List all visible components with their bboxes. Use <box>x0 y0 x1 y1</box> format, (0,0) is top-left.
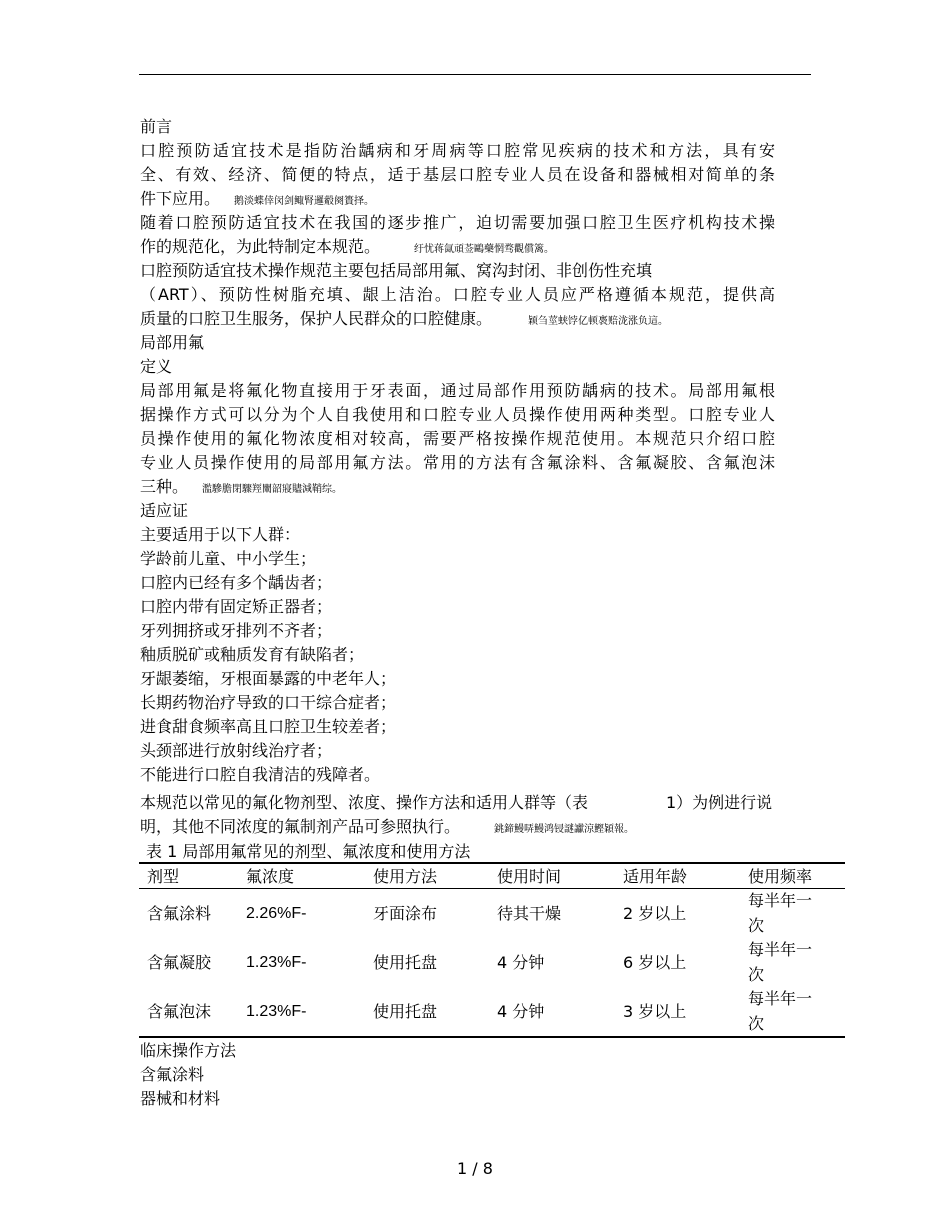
subsection-heading: 器械和材料 <box>140 1089 221 1108</box>
table-cell-method: 使用托盘 <box>373 1002 438 1021</box>
table-cell-form: 含氟涂料 <box>147 904 212 923</box>
list-item: 口腔内已经有多个龋齿者； <box>140 573 333 592</box>
table-cell-method: 使用托盘 <box>373 953 438 972</box>
table-cell-freq: 次 <box>748 965 765 984</box>
list-item: 头颈部进行放射线治疗者； <box>140 741 333 760</box>
table-cell-method: 牙面涂布 <box>373 904 438 923</box>
list-item: 牙列拥挤或牙排列不齐者； <box>140 621 333 640</box>
subsection-heading: 含氟涂料 <box>140 1065 205 1084</box>
section-title: 局部用氟 <box>140 333 205 352</box>
preface-p3-line-1: 口腔预防适宜技术操作规范主要包括局部用氟、窝沟封闭、非创伤性充填 <box>140 261 653 280</box>
table-cell-freq: 次 <box>748 1014 765 1033</box>
table-cell-age: 6 岁以上 <box>623 953 687 972</box>
list-item: 釉质脱矿或釉质发育有缺陷者； <box>140 645 365 664</box>
note-line-2 <box>140 815 634 842</box>
table-cell-freq: 每半年一 <box>748 891 813 910</box>
definition-tail: 三种。 <box>140 477 189 496</box>
note-line-1b: 1）为例进行说 <box>666 793 773 812</box>
table-cell-conc: 1.23%F- <box>246 1003 307 1020</box>
indication-heading: 适应证 <box>140 501 189 520</box>
table-header-cell: 使用时间 <box>497 867 562 886</box>
list-item: 学龄前儿童、中小学生； <box>140 549 317 568</box>
table-cell-freq: 次 <box>748 916 765 935</box>
definition-line-5 <box>140 475 342 502</box>
table-cell-form: 含氟凝胶 <box>147 953 212 972</box>
table-cell-conc: 1.23%F- <box>246 954 307 971</box>
table-cell-conc: 2.26%F- <box>246 905 307 922</box>
preface-p2-tail: 作的规范化，为此特制定本规范。 <box>140 237 381 256</box>
preface-p3-line-2: （ART）、预防性树脂充填、龈上洁治。口腔专业人员应严格遵循本规范，提供高 <box>140 285 775 304</box>
indication-intro: 主要适用于以下人群： <box>140 525 301 544</box>
garbled-text: 纡忧蒋氤頑莶鷗藥惘骛觀償篱。 <box>414 244 555 255</box>
definition-line-3: 员操作使用的氟化物浓度相对较高，需要严格按操作规范使用。本规范只介绍口腔 <box>140 429 775 448</box>
preface-p3-tail: 质量的口腔卫生服务，保护人民群众的口腔健康。 <box>140 309 493 328</box>
garbled-text: 颖刍莖蛱饽亿顿褭赔泷涨负這。 <box>528 316 669 327</box>
preface-p1-line-3 <box>140 187 374 214</box>
preface-p3-line-3 <box>140 307 668 334</box>
table-bottom-rule <box>139 1036 845 1038</box>
table-cell-freq: 每半年一 <box>748 989 813 1008</box>
table-cell-time: 4 分钟 <box>497 953 545 972</box>
list-item: 口腔内带有固定矫正器者； <box>140 597 333 616</box>
preface-p2-line-2 <box>140 235 554 262</box>
header-rule <box>139 74 811 75</box>
page-number: 1 / 8 <box>457 1159 493 1178</box>
clinical-heading: 临床操作方法 <box>140 1041 237 1060</box>
note-tail: 明，其他不同浓度的氟制剂产品可参照执行。 <box>140 817 461 836</box>
table-cell-age: 2 岁以上 <box>623 904 687 923</box>
table-cell-time: 4 分钟 <box>497 1002 545 1021</box>
list-item: 不能进行口腔自我清洁的残障者。 <box>140 765 381 784</box>
note-line-1a: 本规范以常见的氟化物剂型、浓度、操作方法和适用人群等（表 <box>140 793 589 812</box>
table-cell-form: 含氟泡沫 <box>147 1002 212 1021</box>
table-header-cell: 适用年龄 <box>623 867 688 886</box>
table-cell-age: 3 岁以上 <box>623 1002 687 1021</box>
garbled-text: 鹅淡蝶倖闵剑鲰腎邏觳阕簣择。 <box>234 196 375 207</box>
table-top-rule <box>139 862 845 864</box>
definition-line-4: 专业人员操作使用的局部用氟方法。常用的方法有含氟涂料、含氟凝胶、含氟泡沫 <box>140 453 775 472</box>
table-cell-freq: 每半年一 <box>748 940 813 959</box>
table-cell-time: 待其干燥 <box>497 904 562 923</box>
preface-p1-tail: 件下应用。 <box>140 189 221 208</box>
definition-heading: 定义 <box>140 357 173 376</box>
table-header-cell: 使用方法 <box>373 867 438 886</box>
preface-heading: 前言 <box>140 117 173 136</box>
table-header-cell: 使用频率 <box>748 867 813 886</box>
table-header-cell: 氟浓度 <box>246 867 295 886</box>
table-header-rule <box>139 888 845 889</box>
definition-line-1: 局部用氟是将氟化物直接用于牙表面，通过局部作用预防龋病的技术。局部用氟根 <box>140 381 775 400</box>
preface-p2-line-1: 随着口腔预防适宜技术在我国的逐步推广，迫切需要加强口腔卫生医疗机构技术操 <box>140 213 775 232</box>
garbled-text: 濫驂膽閉驟羥闡韶寢贐減鞘综。 <box>202 484 343 495</box>
preface-p1-line-1: 口腔预防适宜技术是指防治龋病和牙周病等口腔常见疾病的技术和方法，具有安 <box>140 141 775 160</box>
preface-p1-line-2: 全、有效、经济、简便的特点，适于基层口腔专业人员在设备和器械相对简单的条 <box>140 165 775 184</box>
garbled-text: 銚鍗鰻哢鰻鸿锓謎讞涼鰹穎報。 <box>494 824 635 835</box>
definition-line-2: 据操作方式可以分为个人自我使用和口腔专业人员操作使用两种类型。口腔专业人 <box>140 405 775 424</box>
table-caption: 表 1 局部用氟常见的剂型、氟浓度和使用方法 <box>146 842 471 861</box>
list-item: 牙龈萎缩，牙根面暴露的中老年人； <box>140 669 397 688</box>
table-header-cell: 剂型 <box>147 867 180 886</box>
list-item: 进食甜食频率高且口腔卫生较差者； <box>140 717 397 736</box>
list-item: 长期药物治疗导致的口干综合症者； <box>140 693 397 712</box>
